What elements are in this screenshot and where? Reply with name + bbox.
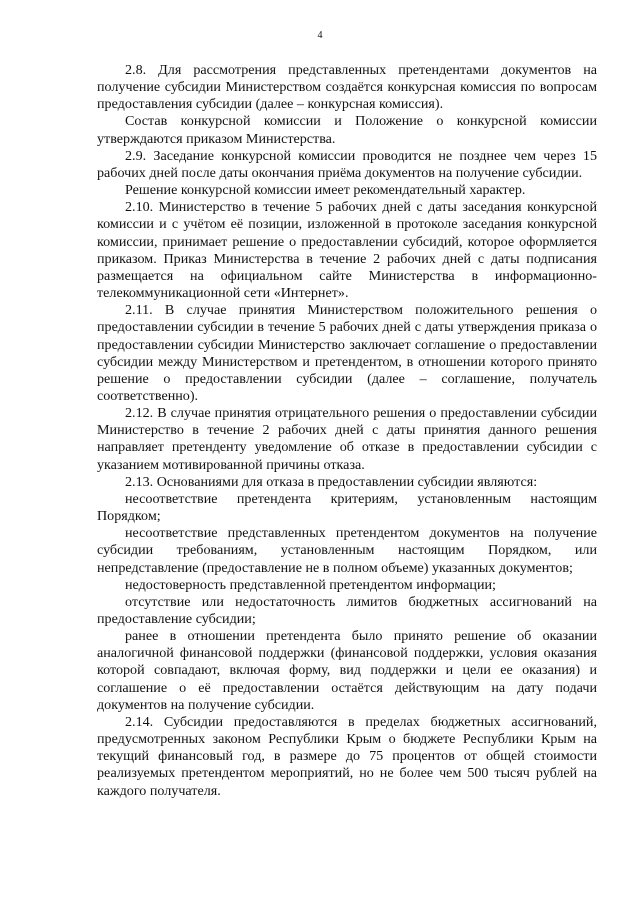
refusal-ground-documents: несоответствие представленных претендентом документов на получение субсидии требованиям, установленным настоящим Порядком, или непредставление (предоставление не в полном объеме) указанных документов; [97, 525, 597, 576]
paragraph-commission-composition: Состав конкурсной комиссии и Положение о конкурсной комиссии утверждаются приказом Министерства. [97, 113, 597, 147]
paragraph-2-13: 2.13. Основаниями для отказа в предоставлении субсидии являются: [125, 473, 538, 490]
paragraph-2-8: 2.8. Для рассмотрения представленных претендентами документов на получение субсидии Министерством создаётся конкурсная комиссия по вопросам предоставления субсидии (далее – конкурсная комиссия). [97, 62, 597, 113]
paragraph-2-12: 2.12. В случае принятия отрицательного решения о предоставлении субсидии Министерство в течение 2 рабочих дней с даты принятия данного решения направляет претенденту уведомление об отказе в предоставлении субсидии с указанием мотивированной причины отказа. [97, 405, 597, 473]
paragraph-commission-decision: Решение конкурсной комиссии имеет рекомендательный характер. [125, 182, 526, 199]
refusal-ground-budget-limits: отсутствие или недостаточность лимитов бюджетных ассигнований на предоставление субсидии; [97, 593, 597, 627]
paragraph-2-11: 2.11. В случае принятия Министерством положительного решения о предоставлении субсидии в течение 5 рабочих дней с даты утверждения приказа о предоставлении субсидии Министерство заключает соглашение о предоставлении субсидии между Министерством и претендентом, в отношении которого принято решение о предоставлении субсидии (далее – соглашение, получатель соответственно). [97, 302, 597, 404]
refusal-ground-prior-support: ранее в отношении претендента было принято решение об оказании аналогичной финансовой поддержки (финансовой поддержки, условия оказания которой совпадают, включая форму, вид поддержки и цели ее оказания) и соглашение о её предоставлении остаётся действующим на дату подачи документов на получение субсидии. [97, 628, 597, 713]
refusal-ground-criteria: несоответствие претендента критериям, установленным настоящим Порядком; [97, 490, 597, 525]
paragraph-2-9: 2.9. Заседание конкурсной комиссии проводится не позднее чем через 15 рабочих дней после даты окончания приёма документов на получение субсидии. [97, 147, 597, 181]
page-number: 4 [317, 30, 323, 41]
paragraph-2-14: 2.14. Субсидии предоставляются в пределах бюджетных ассигнований, предусмотренных законом Республики Крым о бюджете Республики Крым на текущий финансовый год, в размере до 75 процентов от общей стоимости реализуемых претендентом мероприятий, но не более чем 500 тысяч рублей на каждого получателя. [97, 713, 597, 799]
document-body [97, 62, 597, 800]
refusal-ground-false-info: недостоверность представленной претендентом информации; [125, 576, 496, 593]
paragraph-2-10: 2.10. Министерство в течение 5 рабочих дней с даты заседания конкурсной комиссии и с учётом её позиции, изложенной в протоколе заседания конкурсной комиссии, принимает решение о предоставлении субсидий, которое оформляется приказом. Приказ Министерства в течение 2 рабочих дней с даты подписания размещается на официальном сайте Министерства в информационно-телекоммуникационной сети «Интернет». [97, 199, 597, 302]
